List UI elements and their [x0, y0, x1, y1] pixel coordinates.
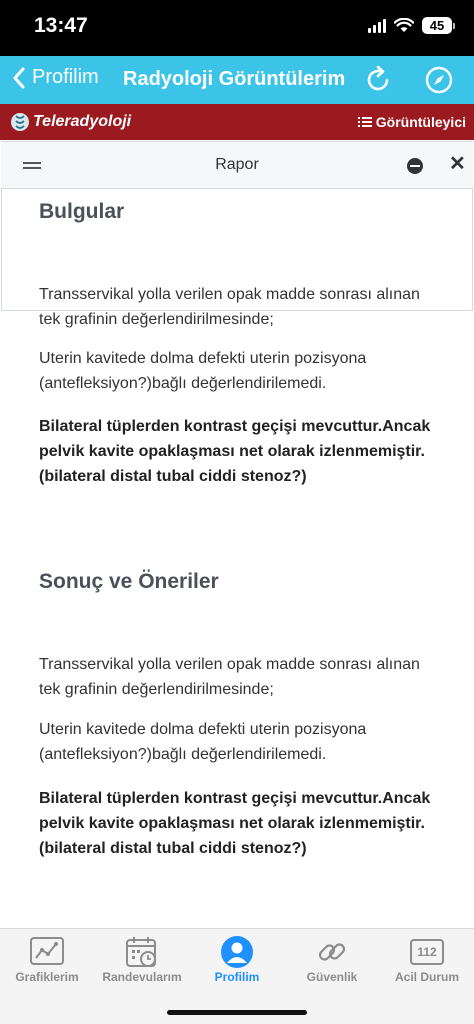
minimize-button[interactable]: [407, 158, 423, 174]
chart-icon: [29, 935, 65, 969]
findings-paragraph-2: Uterin kavitede dolma defekti uterin pozisyona (antefleksiyon?)bağlı değerlendirilemedi.: [39, 350, 367, 392]
nav-label: Grafiklerim: [15, 970, 79, 984]
brand-logo: [10, 111, 131, 133]
nav-item-guvenlik[interactable]: [285, 929, 379, 999]
conclusion-heading: Sonuç ve Öneriler: [39, 570, 219, 593]
list-icon: [358, 116, 372, 128]
cellular-signal-icon: [368, 19, 386, 33]
emergency-112-icon: [410, 939, 444, 965]
nav-item-acil-durum[interactable]: [380, 929, 474, 999]
home-indicator: [167, 1010, 307, 1015]
back-button[interactable]: [12, 66, 99, 89]
brand-bar: [0, 104, 474, 140]
nav-label: Güvenlik: [306, 970, 358, 984]
status-icons: [368, 17, 452, 34]
viewer-button-label: Görüntüleyici: [375, 114, 466, 130]
profile-icon: [219, 935, 255, 969]
findings-paragraph-1: Transservikal yolla verilen opak madde sonrası alınan tek grafinin değerlendirilmesinde;: [39, 286, 420, 328]
panel-title: Rapor: [215, 156, 259, 173]
findings-paragraph-3: Bilateral tüplerden kontrast geçişi mevcuttur.Ancak pelvik kavite opaklaşması net olarak izlenmemiştir.(bilateral distal tubal ciddi stenoz?): [39, 418, 431, 485]
calendar-icon: [124, 935, 160, 969]
viewer-button[interactable]: [358, 114, 466, 130]
app-header: [0, 56, 474, 104]
emergency-badge: 112: [417, 945, 437, 959]
refresh-icon[interactable]: [362, 64, 394, 96]
nav-label: Acil Durum: [394, 970, 459, 984]
conclusion-paragraph-3: Bilateral tüplerden kontrast geçişi mevcuttur.Ancak pelvik kavite opaklaşması net olarak izlenmemiştir.(bilateral distal tubal ciddi stenoz?): [39, 790, 431, 857]
nav-item-profilim[interactable]: [190, 929, 284, 999]
nav-item-grafiklerim[interactable]: [0, 929, 94, 999]
conclusion-paragraph-1: Transservikal yolla verilen opak madde sonrası alınan tek grafinin değerlendirilmesinde;: [39, 656, 420, 698]
nav-label: Profilim: [214, 970, 260, 984]
back-button-label: Profilim: [32, 66, 99, 88]
status-bar: [0, 0, 474, 56]
battery-icon: 45: [422, 17, 452, 34]
close-button[interactable]: ✕: [449, 153, 466, 175]
compass-icon[interactable]: [424, 65, 454, 95]
nav-label: Randevularım: [102, 970, 182, 984]
wifi-icon: [394, 18, 414, 33]
status-time: 13:47: [34, 14, 88, 37]
nav-item-randevularim[interactable]: [95, 929, 189, 999]
conclusion-paragraph-2: Uterin kavitede dolma defekti uterin pozisyona (antefleksiyon?)bağlı değerlendirilemedi.: [39, 721, 367, 763]
findings-heading: Bulgular: [39, 200, 125, 223]
report-panel-header: [1, 141, 473, 189]
radiology-logo-icon: [10, 111, 30, 133]
page-title: Radyoloji Görüntülerim: [123, 68, 346, 90]
brand-name: Teleradyoloji: [33, 113, 132, 130]
chevron-left-icon: [12, 67, 26, 89]
link-icon: [314, 935, 350, 969]
